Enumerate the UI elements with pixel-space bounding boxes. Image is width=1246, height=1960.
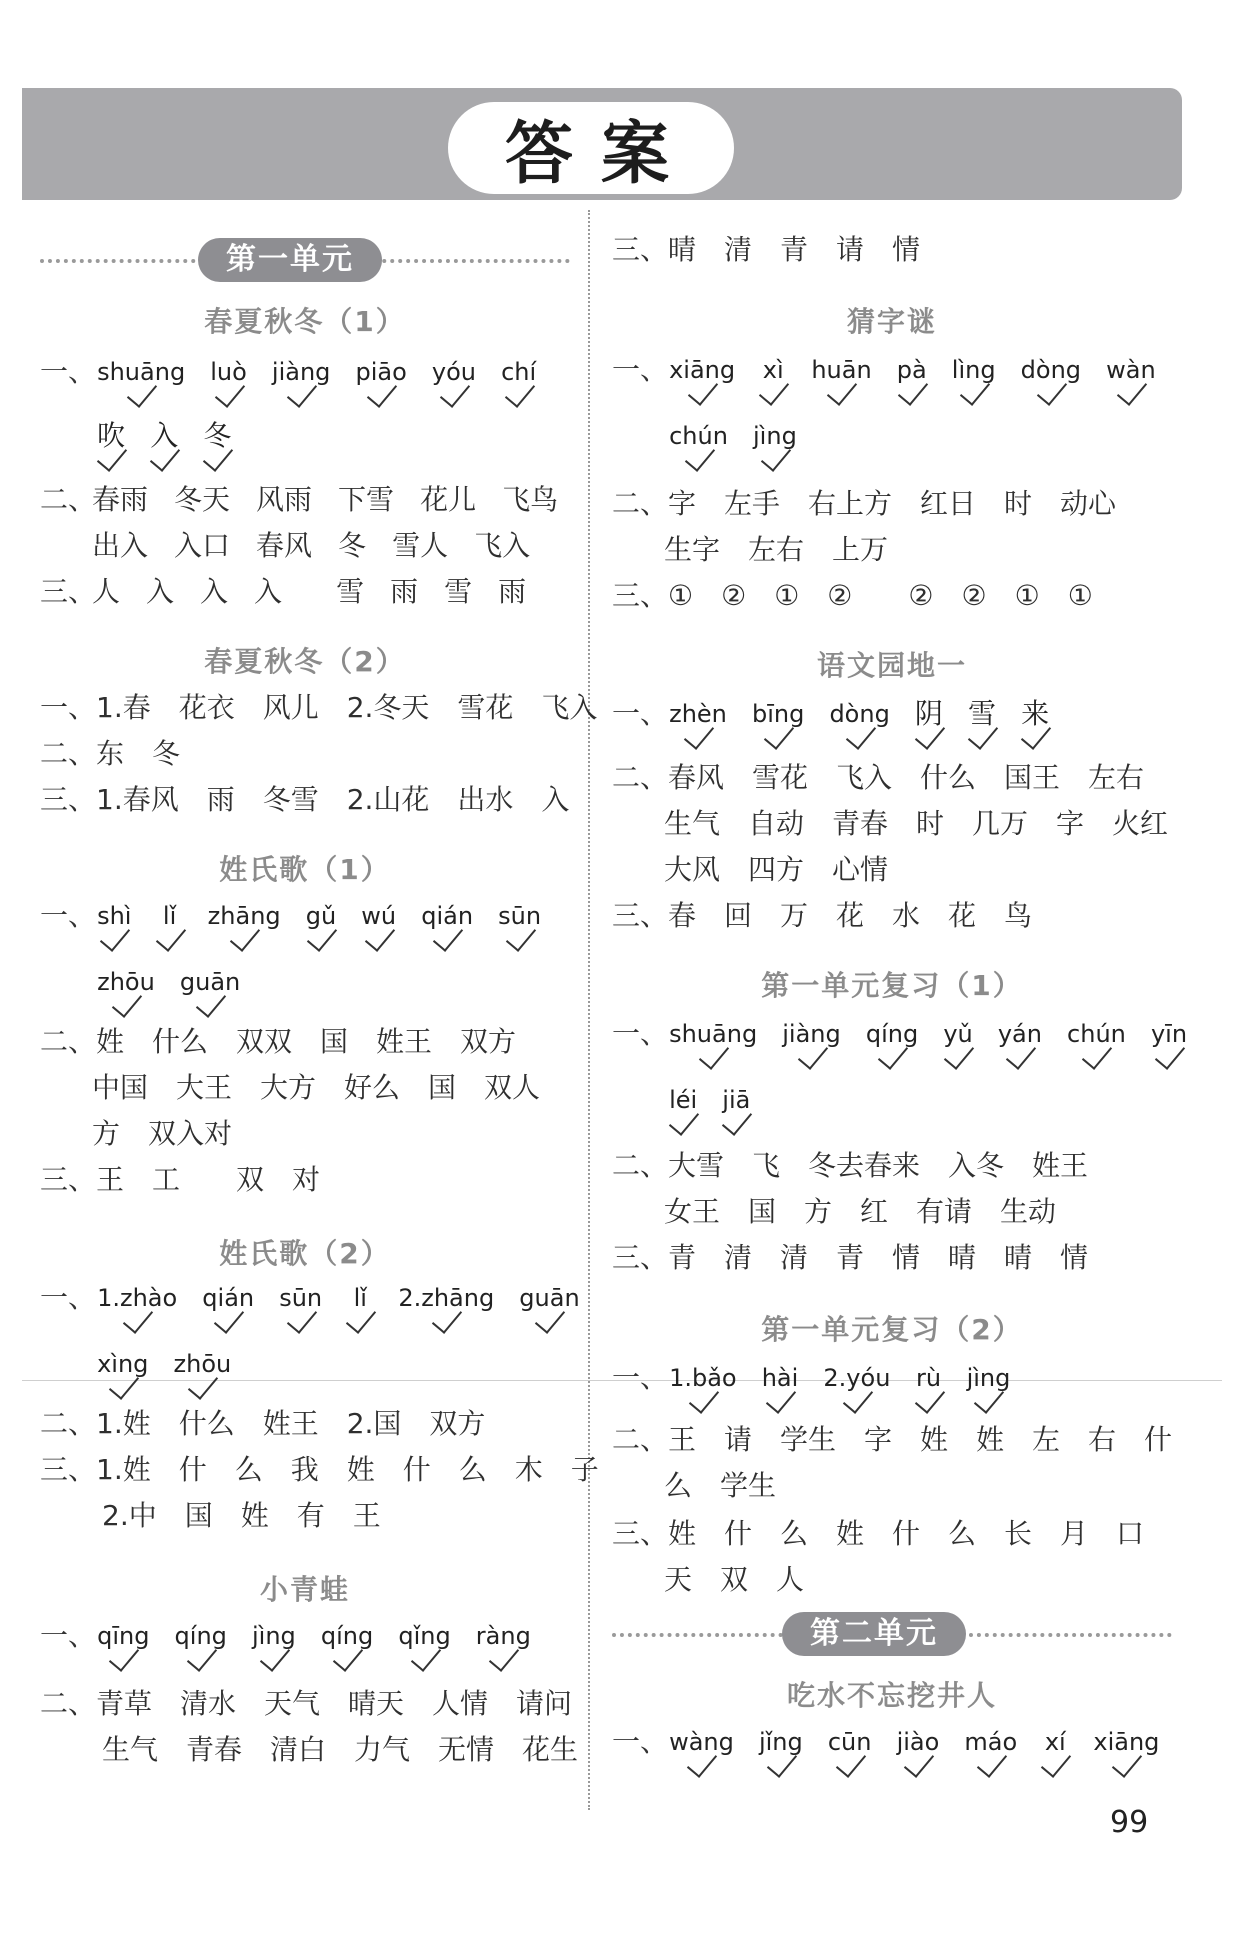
pinyin-row (612, 1080, 1172, 1150)
pinyin-item: 2.yóu (823, 1358, 890, 1398)
pinyin-item: hài (762, 1358, 799, 1398)
answer-row: 三、1.姓 什 么 我 姓 什 么 木 子 (40, 1453, 599, 1486)
pinyin-item: shì (97, 896, 131, 936)
pinyin-item: gǔ (306, 896, 336, 936)
pinyin-item: lǐ (347, 1278, 373, 1318)
pinyin-item: léi (669, 1080, 697, 1120)
unit-pill: 第一单元 (198, 238, 382, 282)
pinyin-item: guān (180, 962, 240, 1002)
pinyin-item: piāo (356, 352, 407, 392)
answer-row: 三、① ② ① ② ② ② ① ① (612, 579, 1093, 612)
pinyin-item: 1.zhào (97, 1278, 177, 1318)
answer-row: 天 双 人 (664, 1563, 805, 1596)
pinyin-row: 一、 1.zhào qián sūn lǐ 2.zhāng guān (40, 1278, 570, 1348)
answer-row: 二、东 冬 (40, 737, 181, 770)
pinyin-item: zhōu (97, 962, 155, 1002)
check-icon (346, 1302, 376, 1334)
pinyin-item: zhōu (174, 1344, 232, 1384)
pinyin-item: cūn (828, 1722, 872, 1762)
pinyin-item: jìng (753, 416, 797, 456)
pinyin-row: 一、 shì lǐ zhāng gǔ wú qián sūn (40, 896, 570, 966)
pinyin-item: xiāng (669, 350, 735, 390)
pinyin-item: chún (1067, 1014, 1126, 1054)
pinyin-item: chún (669, 416, 728, 456)
pinyin-row: 一、 1.bǎo hài 2.yóu rù jìng (612, 1358, 1172, 1428)
char-check-row (40, 416, 570, 486)
answer-row: 2.中 国 姓 有 王 (102, 1499, 381, 1532)
column-divider (588, 210, 590, 1810)
section-title: 第一单元复习（1） (761, 969, 1023, 1002)
pinyin-item: qǐng (398, 1616, 450, 1656)
pinyin-item: jiàng (272, 352, 331, 392)
answer-row: 么 学生 (664, 1469, 777, 1502)
pinyin-item: guān (519, 1278, 579, 1318)
answer-row: 二、春雨 冬天 风雨 下雪 花儿 飞鸟 (40, 483, 559, 516)
answer-row: 二、字 左手 右上方 红日 时 动心 (612, 487, 1117, 520)
section-title: 春夏秋冬（1） (204, 305, 406, 338)
answer-row: 二、王 请 学生 字 姓 姓 左 右 什 (612, 1423, 1173, 1456)
answer-row: 女王 国 方 红 有请 生动 (664, 1195, 1057, 1228)
pinyin-item: yǔ (943, 1014, 972, 1054)
pinyin-item: xì (760, 350, 786, 390)
pinyin-item: shuāng (97, 352, 185, 392)
answer-row: 二、1.姓 什么 姓王 2.国 双方 (40, 1407, 486, 1440)
answer-row: 出入 入口 春风 冬 雪人 飞入 (92, 529, 531, 562)
pinyin-item: wú (361, 896, 396, 936)
pinyin-item: rù (916, 1358, 942, 1398)
pinyin-item: bīng (752, 694, 804, 734)
pinyin-item: xí (1042, 1722, 1068, 1762)
section-title: 小青蛙 (259, 1573, 350, 1606)
section-title: 语文园地一 (816, 649, 967, 682)
answer-row: 生字 左右 上万 (664, 533, 889, 566)
answer-row: 三、人 入 入 入 雪 雨 雪 雨 (40, 575, 527, 608)
answer-row: 三、晴 清 青 请 情 (612, 233, 921, 266)
pinyin-item: xiāng (1093, 1722, 1159, 1762)
pinyin-item: shuāng (669, 1014, 757, 1054)
char-item: 冬 (203, 416, 231, 456)
pinyin-item: máo (964, 1722, 1017, 1762)
answer-row: 二、春风 雪花 飞入 什么 国王 左右 (612, 761, 1145, 794)
unit-heading-1 (40, 238, 570, 282)
pinyin-item: jiàng (782, 1014, 841, 1054)
section-title: 姓氏歌（1） (219, 853, 391, 886)
pinyin-row (40, 352, 570, 422)
section-title: 第一单元复习（2） (761, 1313, 1023, 1346)
pinyin-item: qīng (97, 1616, 149, 1656)
answer-row: 三、王 工 双 对 (40, 1163, 321, 1196)
pinyin-row: 一、 zhèn bīng dòng 阴 雪 来 (612, 694, 1172, 764)
pinyin-item: 1.bǎo (669, 1358, 737, 1398)
pinyin-item: xìng (97, 1344, 148, 1384)
section-title: 吃水不忘挖井人 (786, 1679, 997, 1712)
pinyin-item: jìng (967, 1358, 1011, 1398)
pinyin-item: jiā (722, 1080, 750, 1120)
section-title: 猜字谜 (846, 305, 937, 338)
pinyin-item: jǐng (759, 1722, 803, 1762)
pinyin-item: jìng (252, 1616, 296, 1656)
answer-row: 三、青 清 清 青 情 晴 晴 情 (612, 1241, 1089, 1274)
pinyin-item: chí (501, 352, 536, 392)
pinyin-item: sūn (498, 896, 541, 936)
pinyin-row (612, 416, 1172, 486)
page-title: 答案 (448, 102, 734, 194)
pinyin-row: 一、 xiāng xì huān pà lìng dòng wàn (612, 350, 1172, 420)
pinyin-item: ràng (476, 1616, 531, 1656)
answer-row: 中国 大王 大方 好么 国 双人 (92, 1071, 541, 1104)
pinyin-item: sūn (279, 1278, 322, 1318)
answer-row: 二、大雪 飞 冬去春来 入冬 姓王 (612, 1149, 1089, 1182)
answer-row: 生气 自动 青春 时 几万 字 火红 (664, 807, 1169, 840)
section-title: 春夏秋冬（2） (204, 645, 406, 678)
answer-row: 三、1.春风 雨 冬雪 2.山花 出水 入 (40, 783, 570, 816)
char-item: 雪 (968, 694, 996, 734)
pinyin-item: dòng (829, 694, 889, 734)
answer-row: 二、青草 清水 天气 晴天 人情 请问 (40, 1687, 573, 1720)
pinyin-item: qíng (866, 1014, 918, 1054)
char-item: 入 (150, 416, 178, 456)
check-icon (155, 920, 185, 952)
pinyin-item: pà (897, 350, 927, 390)
char-item: 来 (1021, 694, 1049, 734)
pinyin-row: 一、 wàng jǐng cūn jiào máo xí xiāng (612, 1722, 1172, 1792)
answer-row: 二、姓 什么 双双 国 姓王 双方 (40, 1025, 517, 1058)
answer-row: 大风 四方 心情 (664, 853, 889, 886)
pinyin-item: wàng (669, 1722, 734, 1762)
question-prefix: 一、 (40, 355, 97, 388)
char-item: 阴 (915, 694, 943, 734)
answer-row: 一、1.春 花衣 风儿 2.冬天 雪花 飞入 (40, 691, 598, 724)
pinyin-item: lǐ (157, 896, 183, 936)
pinyin-row: 一、 qīng qíng jìng qíng qǐng ràng (40, 1616, 570, 1686)
pinyin-item: yán (998, 1014, 1042, 1054)
section-title: 姓氏歌（2） (219, 1237, 391, 1270)
unit-pill: 第二单元 (782, 1612, 966, 1656)
pinyin-item: qíng (175, 1616, 227, 1656)
page-number: 99 (1110, 1805, 1149, 1840)
pinyin-item: jiào (897, 1722, 940, 1762)
unit-heading-2 (612, 1612, 1172, 1656)
char-item: 吹 (97, 416, 125, 456)
pinyin-item: qián (421, 896, 473, 936)
pinyin-item: zhāng (208, 896, 281, 936)
pinyin-row: 一、 shuāng jiàng qíng yǔ yán chún yīn (612, 1014, 1172, 1084)
pinyin-item: qián (202, 1278, 254, 1318)
pinyin-item: qíng (321, 1616, 373, 1656)
answer-row: 三、春 回 万 花 水 花 鸟 (612, 899, 1033, 932)
pinyin-item: huān (811, 350, 871, 390)
answer-row: 方 双入对 (92, 1117, 233, 1150)
pinyin-item: yóu (432, 352, 476, 392)
pinyin-item: lìng (952, 350, 996, 390)
pinyin-item: dòng (1021, 350, 1081, 390)
pinyin-item: wàn (1106, 350, 1156, 390)
pinyin-item: yīn (1151, 1014, 1187, 1054)
answer-row: 生气 青春 清白 力气 无情 花生 (102, 1733, 579, 1766)
pinyin-item: luò (210, 352, 247, 392)
pinyin-item: 2.zhāng (398, 1278, 494, 1318)
pinyin-item: zhèn (669, 694, 727, 734)
answer-row: 三、姓 什 么 姓 什 么 长 月 口 (612, 1517, 1145, 1550)
